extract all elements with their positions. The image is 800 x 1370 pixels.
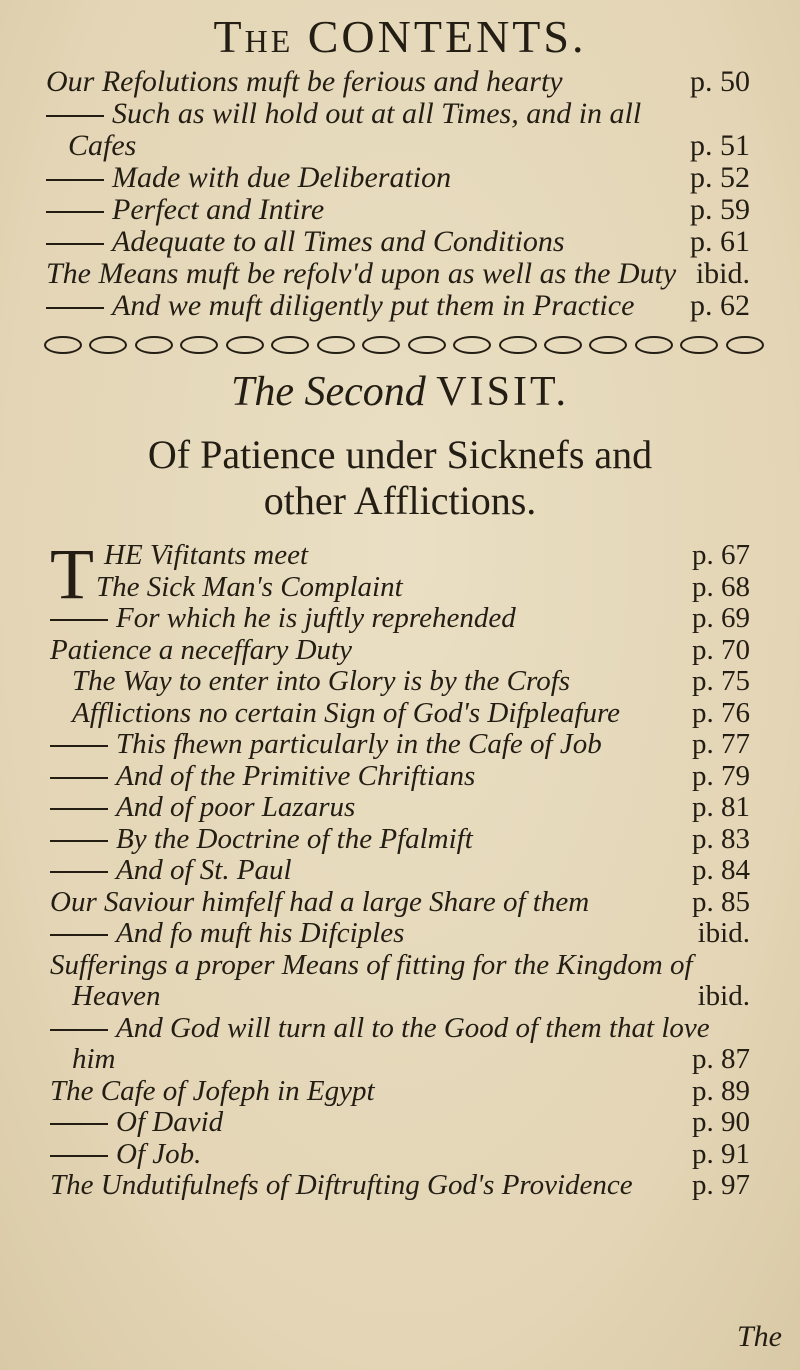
- entry-text: him: [72, 1043, 116, 1075]
- entry-text: And of St. Paul: [116, 854, 292, 886]
- contents-entry: [50, 950, 766, 982]
- running-head: The CONTENTS.: [213, 11, 587, 62]
- entry-dash: [50, 1123, 108, 1125]
- entry-page-ref: p. 81: [692, 791, 750, 823]
- contents-entry: [50, 824, 766, 856]
- entry-text: And God will turn all to the Good of them that love: [116, 1011, 710, 1044]
- contents-entry: [50, 918, 766, 950]
- ornament-link: [271, 336, 309, 354]
- entry-page-ref: ibid.: [695, 257, 750, 290]
- entry-text: Patience a neceffary Duty: [50, 633, 352, 666]
- ornamental-rule: [44, 334, 764, 356]
- contents-entry: [50, 981, 766, 1013]
- entry-page-ref: p. 91: [692, 1137, 750, 1170]
- section-title-italic: The Second: [231, 369, 426, 415]
- entry-text: This fhewn particularly in the Cafe of Job: [116, 728, 602, 760]
- entry-dash: [46, 211, 104, 213]
- entry-dash: [50, 871, 108, 873]
- entry-page-ref: p. 70: [692, 633, 750, 666]
- ornament-link: [226, 336, 264, 354]
- contents-list-first: [46, 66, 766, 322]
- entry-page-ref: ibid.: [697, 980, 750, 1012]
- entry-text: And fo muft his Difciples: [116, 917, 405, 949]
- contents-entry: [50, 603, 766, 635]
- entry-text: For which he is juftly reprehended: [116, 602, 516, 634]
- entry-page-ref: p. 75: [692, 665, 750, 697]
- entry-text: The Sick Man's Complaint: [96, 570, 403, 603]
- contents-entry: [50, 540, 766, 572]
- entry-dash: [46, 179, 104, 181]
- entry-text: The Way to enter into Glory is by the Crofs: [72, 665, 571, 697]
- contents-entry: [50, 1013, 766, 1045]
- contents-entry: [50, 792, 766, 824]
- contents-entry: [50, 698, 766, 730]
- contents-entry: [46, 194, 766, 226]
- contents-entry: [50, 855, 766, 887]
- entry-page-ref: ibid.: [697, 917, 750, 949]
- ornament-link: [135, 336, 173, 354]
- entry-text: HE Vifitants meet: [104, 539, 309, 571]
- contents-entry: [50, 729, 766, 761]
- entry-page-ref: p. 90: [692, 1106, 750, 1138]
- section-subtitle-line: Of Patience under Sicknefs and: [147, 432, 653, 477]
- contents-entry: [50, 761, 766, 793]
- contents-entry: [50, 1170, 766, 1202]
- entry-dash: [50, 619, 108, 621]
- contents-entry: [50, 635, 766, 667]
- contents-entry: [50, 1139, 766, 1171]
- entry-dash: [50, 1155, 108, 1157]
- entry-text: Cafes: [68, 129, 137, 162]
- entry-dash: [50, 808, 108, 810]
- ornament-link: [89, 336, 127, 354]
- entry-text: Sufferings a proper Means of fitting for the Kingdom of: [50, 948, 693, 981]
- entry-dash: [46, 307, 104, 309]
- contents-entry: [50, 887, 766, 919]
- entry-page-ref: p. 77: [692, 728, 750, 760]
- entry-text: The Undutifulnefs of Diftrufting God's Providence: [50, 1169, 633, 1201]
- contents-entry: [50, 1044, 766, 1076]
- entry-page-ref: p. 76: [692, 696, 750, 729]
- drop-cap: T: [50, 534, 94, 614]
- entry-text: Heaven: [72, 980, 161, 1012]
- entry-page-ref: p. 59: [690, 193, 750, 226]
- entry-text: Such as will hold out at all Times, and in all: [112, 97, 642, 130]
- entry-page-ref: p. 51: [690, 129, 750, 162]
- entry-page-ref: p. 68: [692, 570, 750, 603]
- ornament-link: [317, 336, 355, 354]
- ornament-link: [635, 336, 673, 354]
- entry-dash: [46, 115, 104, 117]
- contents-entry: [46, 98, 766, 130]
- ornament-link: [544, 336, 582, 354]
- contents-entry: [46, 162, 766, 194]
- ornament-link: [453, 336, 491, 354]
- contents-entry: [50, 1107, 766, 1139]
- ornament-link: [44, 336, 82, 354]
- section-title: [0, 368, 800, 416]
- entry-page-ref: p. 67: [692, 539, 750, 571]
- entry-page-ref: p. 87: [692, 1043, 750, 1075]
- contents-entry: [46, 66, 766, 98]
- entry-text: By the Doctrine of the Pfalmift: [116, 822, 473, 855]
- entry-text: And we muft diligently put them in Practice: [112, 289, 635, 322]
- section-subtitle-line: other Afflictions.: [263, 478, 537, 523]
- entry-text: Of Job.: [116, 1137, 202, 1170]
- entry-dash: [46, 243, 104, 245]
- contents-entry: [46, 258, 766, 290]
- ornament-link: [680, 336, 718, 354]
- entry-text: The Means muft be refolv'd upon as well as the Duty: [46, 257, 677, 290]
- section-subtitle: [0, 432, 800, 524]
- contents-list-second: [50, 534, 766, 1202]
- entry-text: Adequate to all Times and Conditions: [112, 225, 565, 258]
- entry-page-ref: p. 50: [690, 65, 750, 98]
- entry-page-ref: p. 97: [692, 1169, 750, 1201]
- contents-entry: [46, 290, 766, 322]
- ornament-link: [499, 336, 537, 354]
- entry-dash: [50, 934, 108, 936]
- catchword: The: [737, 1320, 782, 1353]
- entry-text: Our Saviour himfelf had a large Share of them: [50, 885, 590, 918]
- entry-text: Perfect and Intire: [112, 193, 325, 226]
- entry-dash: [50, 1029, 108, 1031]
- entry-page-ref: p. 79: [692, 759, 750, 792]
- contents-entry: [50, 572, 766, 604]
- entry-text: Afflictions no certain Sign of God's Difpleafure: [72, 696, 621, 729]
- contents-entry: [50, 1076, 766, 1108]
- entry-page-ref: p. 62: [690, 289, 750, 322]
- entry-text: Our Refolutions muft be ferious and hearty: [46, 65, 563, 98]
- entry-text: The Cafe of Jofeph in Egypt: [50, 1074, 375, 1107]
- entry-page-ref: p. 69: [692, 602, 750, 634]
- contents-entry: [46, 130, 766, 162]
- ornament-link: [408, 336, 446, 354]
- entry-page-ref: p. 61: [690, 225, 750, 258]
- entry-text: Made with due Deliberation: [112, 161, 452, 194]
- entry-page-ref: p. 85: [692, 885, 750, 918]
- entry-dash: [50, 745, 108, 747]
- contents-entry: [50, 666, 766, 698]
- entry-page-ref: p. 52: [690, 161, 750, 194]
- section-title-caps: VISIT.: [436, 369, 569, 415]
- entry-page-ref: p. 84: [692, 854, 750, 886]
- contents-entry: [46, 226, 766, 258]
- ornament-link: [180, 336, 218, 354]
- entry-text: And of the Primitive Chriftians: [116, 759, 476, 792]
- entry-text: Of David: [116, 1106, 224, 1138]
- ornament-link: [362, 336, 400, 354]
- entry-text: And of poor Lazarus: [116, 791, 356, 823]
- entry-page-ref: p. 89: [692, 1074, 750, 1107]
- entry-dash: [50, 840, 108, 842]
- ornament-link: [589, 336, 627, 354]
- entry-page-ref: p. 83: [692, 822, 750, 855]
- entry-dash: [50, 777, 108, 779]
- ornament-link: [726, 336, 764, 354]
